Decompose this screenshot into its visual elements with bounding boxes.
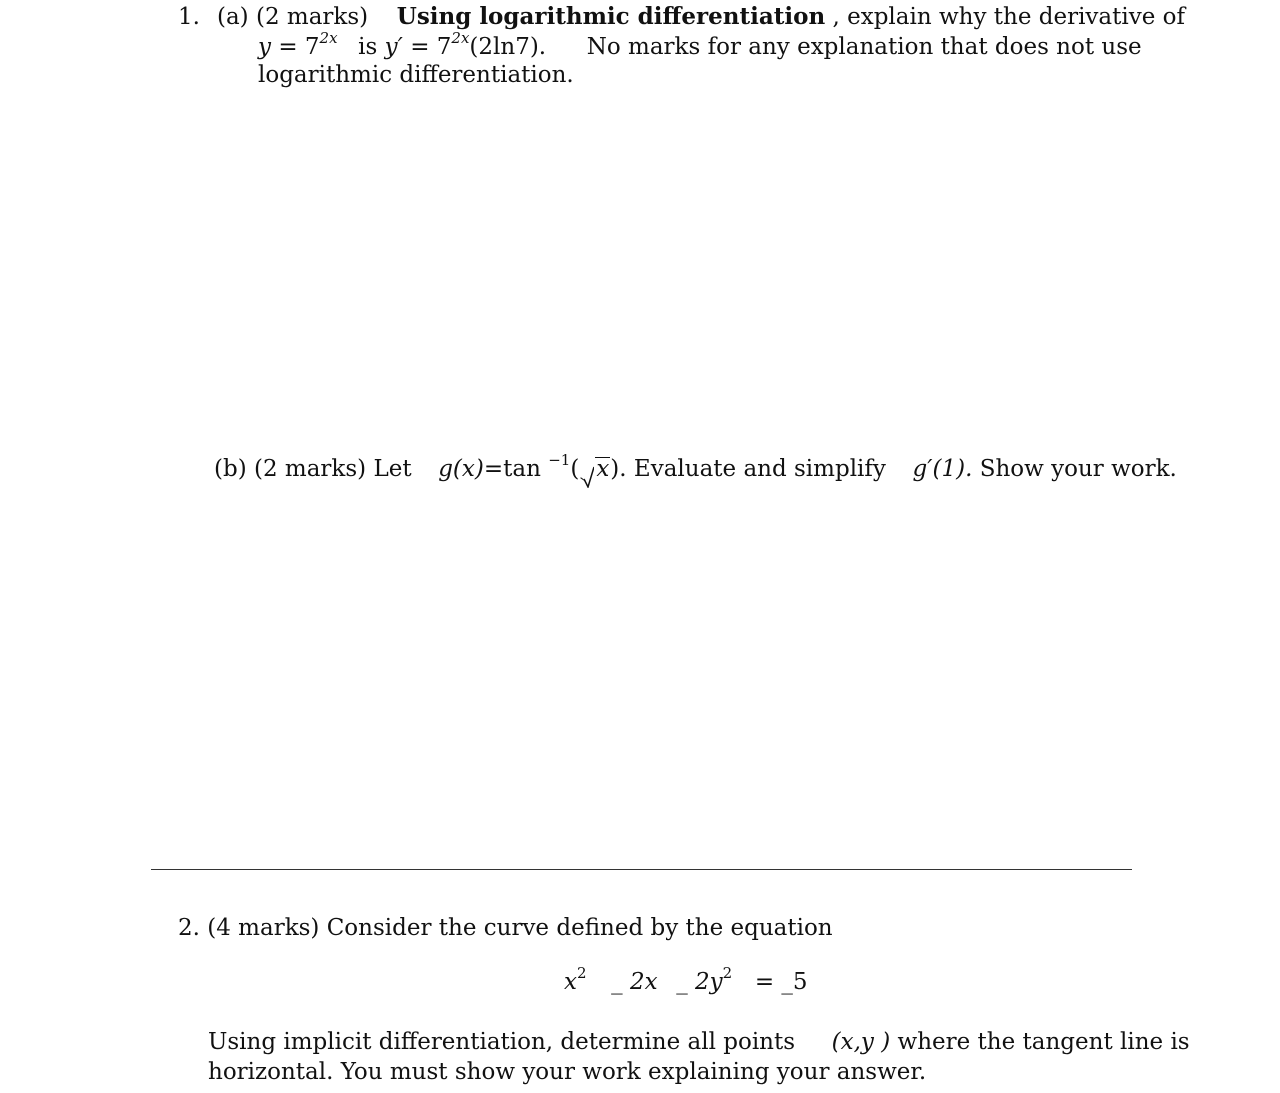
q1b-g-of-x: g(x) (438, 456, 484, 482)
q2-eq-sq2: 2 (722, 964, 733, 983)
q2-eq-eq: = (754, 969, 775, 995)
q1b-show: Show your work. (979, 456, 1177, 482)
q1b-eq: =tan (483, 456, 541, 482)
q2-line1a: Using implicit differentiation, determine all points (208, 1029, 796, 1055)
q1b-intro: (b) (2 marks) Let (214, 456, 412, 482)
q2-eq-m1: _ (611, 969, 623, 995)
q2-eq-rhs: _5 (781, 969, 808, 995)
q1b-gprime: g′(1). (912, 456, 973, 482)
q1b-line (214, 451, 1177, 484)
q1b-inv: −1 (548, 451, 571, 470)
q2-eq-m2: _ (676, 969, 688, 995)
q1a-exp1: 2x (319, 29, 338, 48)
q1a-is: is (358, 34, 378, 60)
q2-eq-x: x (564, 969, 577, 995)
q2-equation (564, 964, 808, 997)
q2-eq-2y: 2y (695, 969, 723, 995)
q1a-note: No marks for any explanation that does not use (586, 34, 1142, 60)
q1a-label: (a) (217, 4, 249, 30)
q1a-exp2: 2x (451, 29, 470, 48)
q1b-close: ). (610, 456, 627, 482)
q1b-sqrt (579, 454, 610, 484)
q2-intro: 2. (4 marks) Consider the curve defined by the equation (178, 915, 833, 941)
q1a-marks: (2 marks) (255, 4, 369, 30)
q2-line1 (208, 1027, 1190, 1057)
q1a-factor: (2ln7). (469, 34, 547, 60)
q1a-y: y (258, 34, 271, 60)
q1a-line3: logarithmic differentiation. (258, 62, 574, 88)
q1b-x: x (596, 456, 610, 482)
q2-eq-sq: 2 (576, 964, 587, 983)
q1-number: 1. (178, 4, 200, 30)
q1a-yprime: y′ (384, 34, 403, 60)
q1a-text-after: , explain why the derivative of (832, 4, 1186, 30)
q1a-eq1: = 7 (278, 34, 320, 60)
q1b-evaluate: Evaluate and simplify (633, 456, 886, 482)
q1a-line1 (217, 2, 1185, 32)
q2-line2: horizontal. You must show your work explaining your answer. (208, 1059, 927, 1085)
q1a-eq2: = 7 (410, 34, 452, 60)
q2-line1b: where the tangent line is (897, 1029, 1190, 1055)
q1a-bold-phrase: Using logarithmic differentiation (396, 3, 826, 30)
section-divider (151, 869, 1132, 870)
q1b-open: ( (570, 456, 580, 482)
q2-eq-2x: 2x (629, 969, 658, 995)
sqrt-sign (584, 466, 594, 488)
q2-point: (x,y ) (831, 1029, 891, 1055)
q1a-line2 (258, 29, 1142, 62)
